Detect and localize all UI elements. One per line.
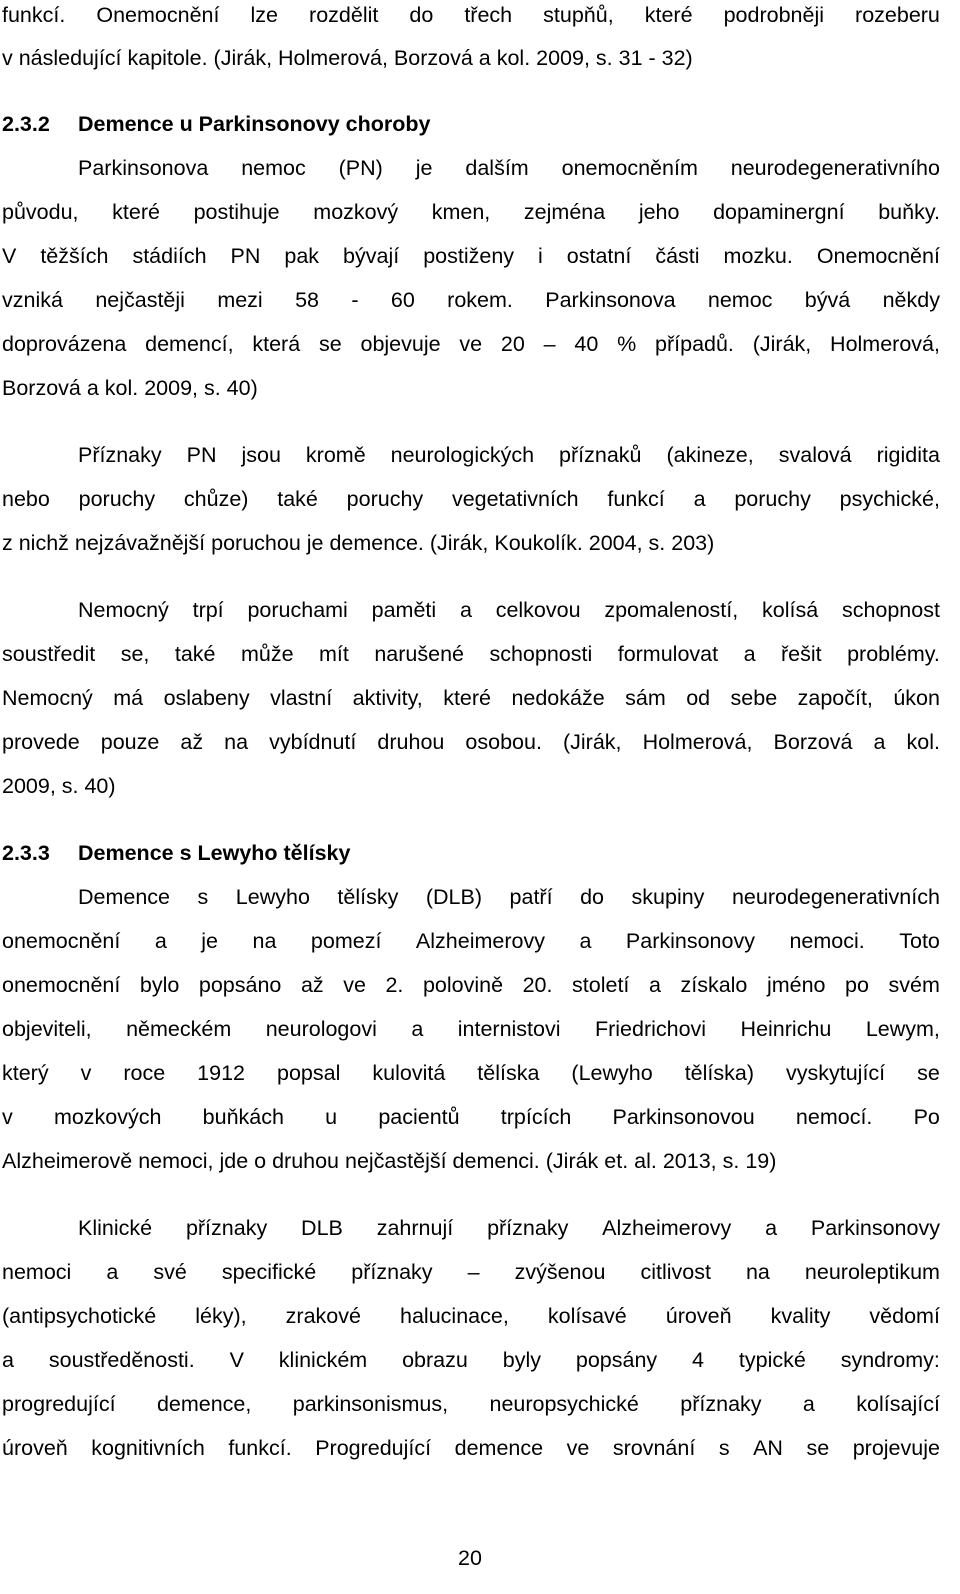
page-number: 20 [458, 1546, 482, 1570]
body-text-line: nebo poruchy chůze) také poruchy vegetativních funkcí a poruchy psychické, [2, 487, 940, 511]
body-text-line: (antipsychotické léky), zrakové halucinace, kolísavé úroveň kvality vědomí [2, 1304, 940, 1328]
body-text-line: Klinické příznaky DLB zahrnují příznaky Alzheimerovy a Parkinsonovy [78, 1216, 940, 1240]
body-text-line: V těžších stádiích PN pak bývají postiženy i ostatní části mozku. Onemocnění [2, 244, 940, 268]
body-text-line: Nemocný trpí poruchami paměti a celkovou zpomaleností, kolísá schopnost [78, 598, 940, 622]
body-text-line: objeviteli, německém neurologovi a internistovi Friedrichovi Heinrichu Lewym, [2, 1017, 940, 1041]
body-text-line: Borzová a kol. 2009, s. 40) [2, 376, 258, 400]
body-text-line: Nemocný má oslabeny vlastní aktivity, které nedokáže sám od sebe započít, úkon [2, 686, 940, 710]
body-text-line: původu, které postihuje mozkový kmen, zejména jeho dopaminergní buňky. [2, 200, 940, 224]
body-text-line: z nichž nejzávažnější poruchou je demence. (Jirák, Koukolík. 2004, s. 203) [2, 531, 715, 555]
section-title: Demence u Parkinsonovy choroby [78, 112, 431, 136]
body-text-line: úroveň kognitivních funkcí. Progredující demence ve srovnání s AN se projevuje [2, 1436, 940, 1460]
body-text-line: provede pouze až na vybídnutí druhou osobou. (Jirák, Holmerová, Borzová a kol. [2, 730, 940, 754]
body-text-line: onemocnění bylo popsáno až ve 2. polovině 20. století a získalo jméno po svém [2, 973, 940, 997]
body-text-line: soustředit se, také může mít narušené schopnosti formulovat a řešit problémy. [2, 642, 940, 666]
body-text-line: a soustředěnosti. V klinickém obrazu byly popsány 4 typické syndromy: [2, 1348, 940, 1372]
section-heading [2, 838, 350, 868]
body-text-line: Parkinsonova nemoc (PN) je dalším onemocněním neurodegenerativního [78, 156, 940, 180]
body-text-line: v následující kapitole. (Jirák, Holmerová, Borzová a kol. 2009, s. 31 - 32) [2, 46, 693, 70]
body-text-line: Demence s Lewyho tělísky (DLB) patří do skupiny neurodegenerativních [78, 885, 940, 909]
body-text-line: který v roce 1912 popsal kulovitá tělíska (Lewyho tělíska) vyskytující se [2, 1061, 940, 1085]
body-text-line: vzniká nejčastěji mezi 58 - 60 rokem. Parkinsonova nemoc bývá někdy [2, 288, 940, 312]
body-text-line: v mozkových buňkách u pacientů trpících Parkinsonovou nemocí. Po [2, 1105, 940, 1129]
body-text-line: doprovázena demencí, která se objevuje ve 20 – 40 % případů. (Jirák, Holmerová, [2, 332, 940, 356]
body-text-line: funkcí. Onemocnění lze rozdělit do třech stupňů, které podrobněji rozeberu [2, 3, 940, 27]
section-number: 2.3.2 [2, 112, 50, 136]
body-text-line: onemocnění a je na pomezí Alzheimerovy a Parkinsonovy nemoci. Toto [2, 929, 940, 953]
section-heading [2, 109, 430, 139]
section-number: 2.3.3 [2, 841, 50, 865]
body-text-line: nemoci a své specifické příznaky – zvýšenou citlivost na neuroleptikum [2, 1260, 940, 1284]
body-text-line: Příznaky PN jsou kromě neurologických příznaků (akineze, svalová rigidita [78, 443, 940, 467]
body-text-line: progredující demence, parkinsonismus, neuropsychické příznaky a kolísající [2, 1392, 940, 1416]
section-title: Demence s Lewyho tělísky [78, 841, 351, 865]
body-text-line: Alzheimerově nemoci, jde o druhou nejčastější demenci. (Jirák et. al. 2013, s. 19) [2, 1149, 777, 1173]
body-text-line: 2009, s. 40) [2, 774, 116, 798]
